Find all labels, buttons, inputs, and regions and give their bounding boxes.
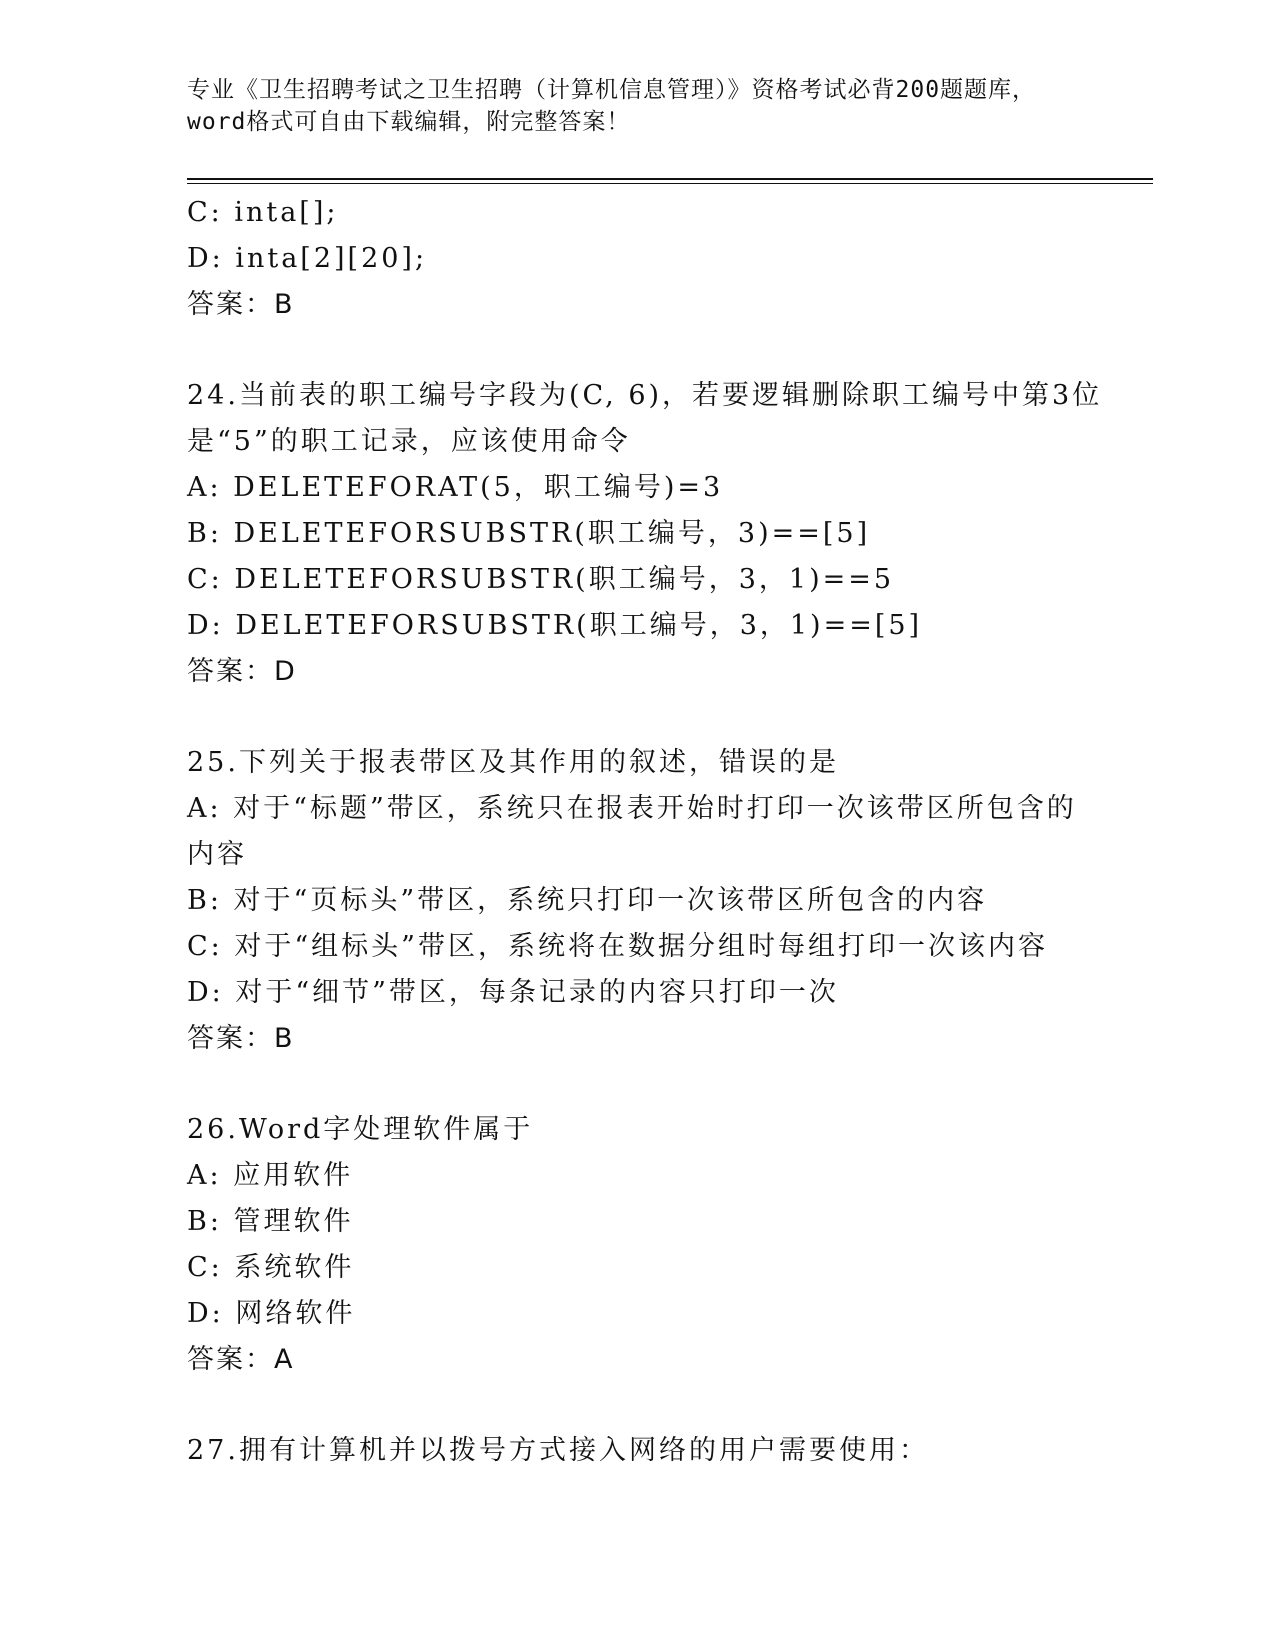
question-27 — [187, 1428, 1087, 1474]
answer-line: 答案：A — [187, 1344, 295, 1375]
option-c: C: DELETEFORSUBSTR(职工编号，3，1)==5 — [187, 564, 895, 595]
question-spacer — [187, 328, 1087, 373]
option-d: D: 对于“细节”带区，每条记录的内容只打印一次 — [187, 977, 839, 1008]
option-d: D: 网络软件 — [187, 1298, 356, 1329]
answer-line: 答案：B — [187, 1023, 295, 1054]
header-divider-thin — [187, 183, 1153, 184]
option-d: D: DELETEFORSUBSTR(职工编号，3，1)==[5] — [187, 610, 923, 641]
question-25 — [187, 740, 1087, 1062]
question-spacer — [187, 695, 1087, 740]
question-stem: 27.拥有计算机并以拨号方式接入网络的用户需要使用： — [187, 1435, 929, 1466]
answer-line: 答案：D — [187, 656, 297, 687]
document-header — [187, 74, 1087, 138]
question-stem-continued: 是“5”的职工记录，应该使用命令 — [187, 426, 631, 457]
option-a: A: DELETEFORAT(5，职工编号)=3 — [187, 472, 724, 503]
question-stem: 25.下列关于报表带区及其作用的叙述，错误的是 — [187, 747, 839, 778]
header-line-1: 专业《卫生招聘考试之卫生招聘（计算机信息管理）》资格考试必背200题题库， — [187, 77, 1037, 103]
option-c: C: inta[]; — [187, 197, 339, 228]
option-c: C: 系统软件 — [187, 1252, 355, 1283]
question-24 — [187, 373, 1103, 695]
header-line-2: word格式可自由下载编辑，附完整答案！ — [187, 109, 631, 135]
question-stem: 26.Word字处理软件属于 — [187, 1114, 534, 1145]
question-spacer — [187, 1383, 1087, 1428]
option-a: A: 应用软件 — [187, 1160, 354, 1191]
question-spacer — [187, 1062, 1087, 1107]
answer-line: 答案：B — [187, 289, 295, 320]
question-26 — [187, 1107, 1087, 1383]
document-body — [187, 190, 1103, 1474]
question-23-tail — [187, 190, 1087, 328]
question-stem: 24.当前表的职工编号字段为(C, 6)，若要逻辑删除职工编号中第3位 — [187, 380, 1103, 411]
option-a-continued: 内容 — [187, 839, 247, 870]
option-b: B: DELETEFORSUBSTR(职工编号，3)==[5] — [187, 518, 871, 549]
option-b: B: 管理软件 — [187, 1206, 354, 1237]
option-a: A: 对于“标题”带区，系统只在报表开始时打印一次该带区所包含的 — [187, 793, 1077, 824]
option-b: B: 对于“页标头”带区，系统只打印一次该带区所包含的内容 — [187, 885, 988, 916]
option-d: D: inta[2][20]; — [187, 243, 428, 274]
option-c: C: 对于“组标头”带区，系统将在数据分组时每组打印一次该内容 — [187, 931, 1048, 962]
header-divider-thick — [187, 178, 1153, 180]
